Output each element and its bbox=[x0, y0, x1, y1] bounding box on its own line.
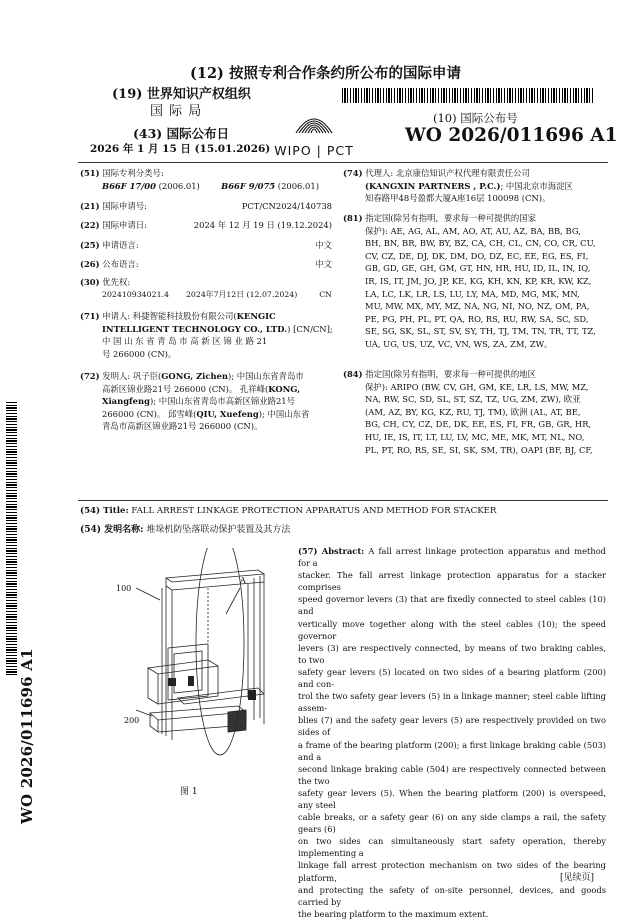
field-51: (51) 国际专利分类号: B66F 17/00 (2006.01) B66F 9/075 (2006.01) bbox=[80, 168, 319, 191]
field-25: (25) 申请语言: 中文 bbox=[80, 240, 332, 250]
title-chinese: (54) 发明名称: 堆垛机防坠落联动保护装置及其方法 bbox=[80, 525, 291, 535]
figure-label-a: A bbox=[240, 576, 246, 585]
field-30: (30) 优先权: 202410934021.4 2024年7月12日 (12.07.2024) CN bbox=[80, 277, 332, 299]
org-name: (19) 世界知识产权组织 bbox=[112, 87, 251, 102]
figure-1 bbox=[108, 548, 296, 808]
wipo-emblem-icon bbox=[274, 103, 354, 137]
titles-divider bbox=[78, 500, 608, 501]
figure-label-200: 200 bbox=[124, 716, 140, 725]
field-26: (26) 公布语言: 中文 bbox=[80, 259, 332, 269]
pub-number-label: (10) 国际公布号 bbox=[433, 111, 518, 125]
wipo-logo-text: WIPO | PCT bbox=[274, 143, 354, 158]
figure-caption: 图 1 bbox=[180, 787, 198, 797]
field-84: (84) 指定国(除另有指明，要求每一种可提供的地区 保护): ARIPO (BW, CV, GH, GM, KE, LR, LS, MW, MZ, NA, RW, SC, SD, SL, ST, SZ, TZ, UG, ZM, ZW), 欧亚 (AM, AZ, BY, KG, KZ, RU, TJ, TM), 欧洲 (AL, AT, BE, BG, CH, CY, CZ, DE, DK, EE, ES, FI, FR, GB, GR, HR, HU, IE, IS, IT, LT, LU, LV, MC, ME, MK, MT, NL, NO, PL, PT, RO, RS, SE, SI, SK, SM, TR), OAPI (BF, BJ, CF, bbox=[343, 369, 593, 455]
field-71: (71) 申请人: 科捷智能科技股份有限公司(KENGIC INTELLIGENT TECHNOLOGY CO., LTD.) [CN/CN]; 中 国 山 东 省 青 岛 市 高 新 区 锦 业 路 21 号 266000 (CN)。 bbox=[80, 311, 333, 359]
header-divider bbox=[78, 162, 608, 163]
pub-date-value: 2026 年 1 月 15 日 (15.01.2026) bbox=[90, 143, 271, 155]
field-81: (81) 指定国(除另有指明，要求每一种可提供的国家 保护): AE, AG, AL, AM, AO, AT, AU, AZ, BA, BB, BG, BH, BN, BR, BW, BY, BZ, CA, CH, CL, CN, CO, CR, CU, CV, CZ, DE, DJ, DK, DM, DO, DZ, EC, EE, EG, ES, FI, GB, GD, GE, GH, GM, GT, HN, HR, HU, ID, IL, IN, IQ, IR, IS, IT, JM, JO, JP, KE, KG, KH, KN, KP, KR, KW, KZ, LA, LC, LK, LR, LS, LU, LY, MA, MD, MG, MK, MN, MU, MW, MX, MY, MZ, NA, NG, NI, NO, NZ, OM, PA, PE, PG, PH, PL, PT, QA, RO, RS, RU, RW, SA, SC, SD, SE, SG, SK, SL, ST, SV, SY, TH, TJ, TM, TN, TR, TT, TZ, UA, UG, US, UZ, VC, VN, WS, ZA, ZM, ZW。 bbox=[343, 213, 596, 349]
field-72: (72) 发明人: 巩子臣(GONG, Zichen); 中国山东省青岛市 高新区锦业路21号 266000 (CN)。 孔祥峰(KONG, Xiangfeng); 中国山东省青岛市高新区锦业路21号 266000 (CN)。 邱雪峰(QIU, Xuefeng); 中国山东省 青岛市高新区锦业路21号 266000 (CN)。 bbox=[80, 371, 310, 432]
wipo-logo bbox=[274, 103, 354, 158]
barcode-side bbox=[6, 400, 17, 675]
pub-number-value: WO 2026/011696 A1 bbox=[405, 125, 618, 146]
side-pub-number: WO 2026/011696 A1 bbox=[18, 648, 36, 824]
figure-label-100: 100 bbox=[116, 584, 132, 593]
org-subname: 国 际 局 bbox=[150, 104, 203, 119]
field-22: (22) 国际申请日: 2024 年 12 月 19 日 (19.12.2024) bbox=[80, 220, 332, 230]
abstract: (57) Abstract: A fall arrest linkage protection apparatus and method for a stacker. The fall arrest linkage protection apparatus for a stacker comprises speed governor levers (3) that are fixedly connected to steel cables (10) and vertically move together along with the steel cables (10); the speed governor levers (3) are respectively connected, by means of two braking cables, to two safety gear levers (5) located on two sides of a bearing platform (200) and con- trol the two safety gear levers (5) in a linkage manner; steel cable lifting assem- blies (7) and the safety gear levers (5) are respectively provided on two sides of a frame of the bearing platform (200); a first linkage braking cable (503) and a second linkage braking cable (504) are respectively connected between the two safety gear levers (5). When the bearing platform (200) is overspeed, any steel cable breaks, or a safety gear (6) on any side clamps a rail, the safety gears (6) on two sides can simultaneously start safety operation, thereby implementing a linkage fall arrest protection mechanism on two sides of the bearing platform, and protecting the safety of on-site personnel, devices, and goods carried by the bearing platform to the maximum extent. bbox=[298, 546, 606, 919]
pub-date-label: (43) 国际公布日 bbox=[133, 126, 230, 141]
stacker-drawing bbox=[108, 548, 296, 808]
document-title: (12) 按照专利合作条约所公布的国际申请 bbox=[190, 65, 461, 82]
field-74: (74) 代理人: 北京康信知识产权代理有限责任公司 (KANGXIN PARTNERS , P.C.); 中国北京市海淀区 知春路甲48号盈都大厦A座16层 100098 (CN)。 bbox=[343, 168, 573, 204]
continued-note: [见续页] bbox=[560, 873, 595, 883]
field-21: (21) 国际申请号: PCT/CN2024/140738 bbox=[80, 201, 332, 211]
title-english: (54) Title: FALL ARREST LINKAGE PROTECTION APPARATUS AND METHOD FOR STACKER bbox=[80, 506, 497, 516]
barcode-top bbox=[342, 88, 595, 103]
